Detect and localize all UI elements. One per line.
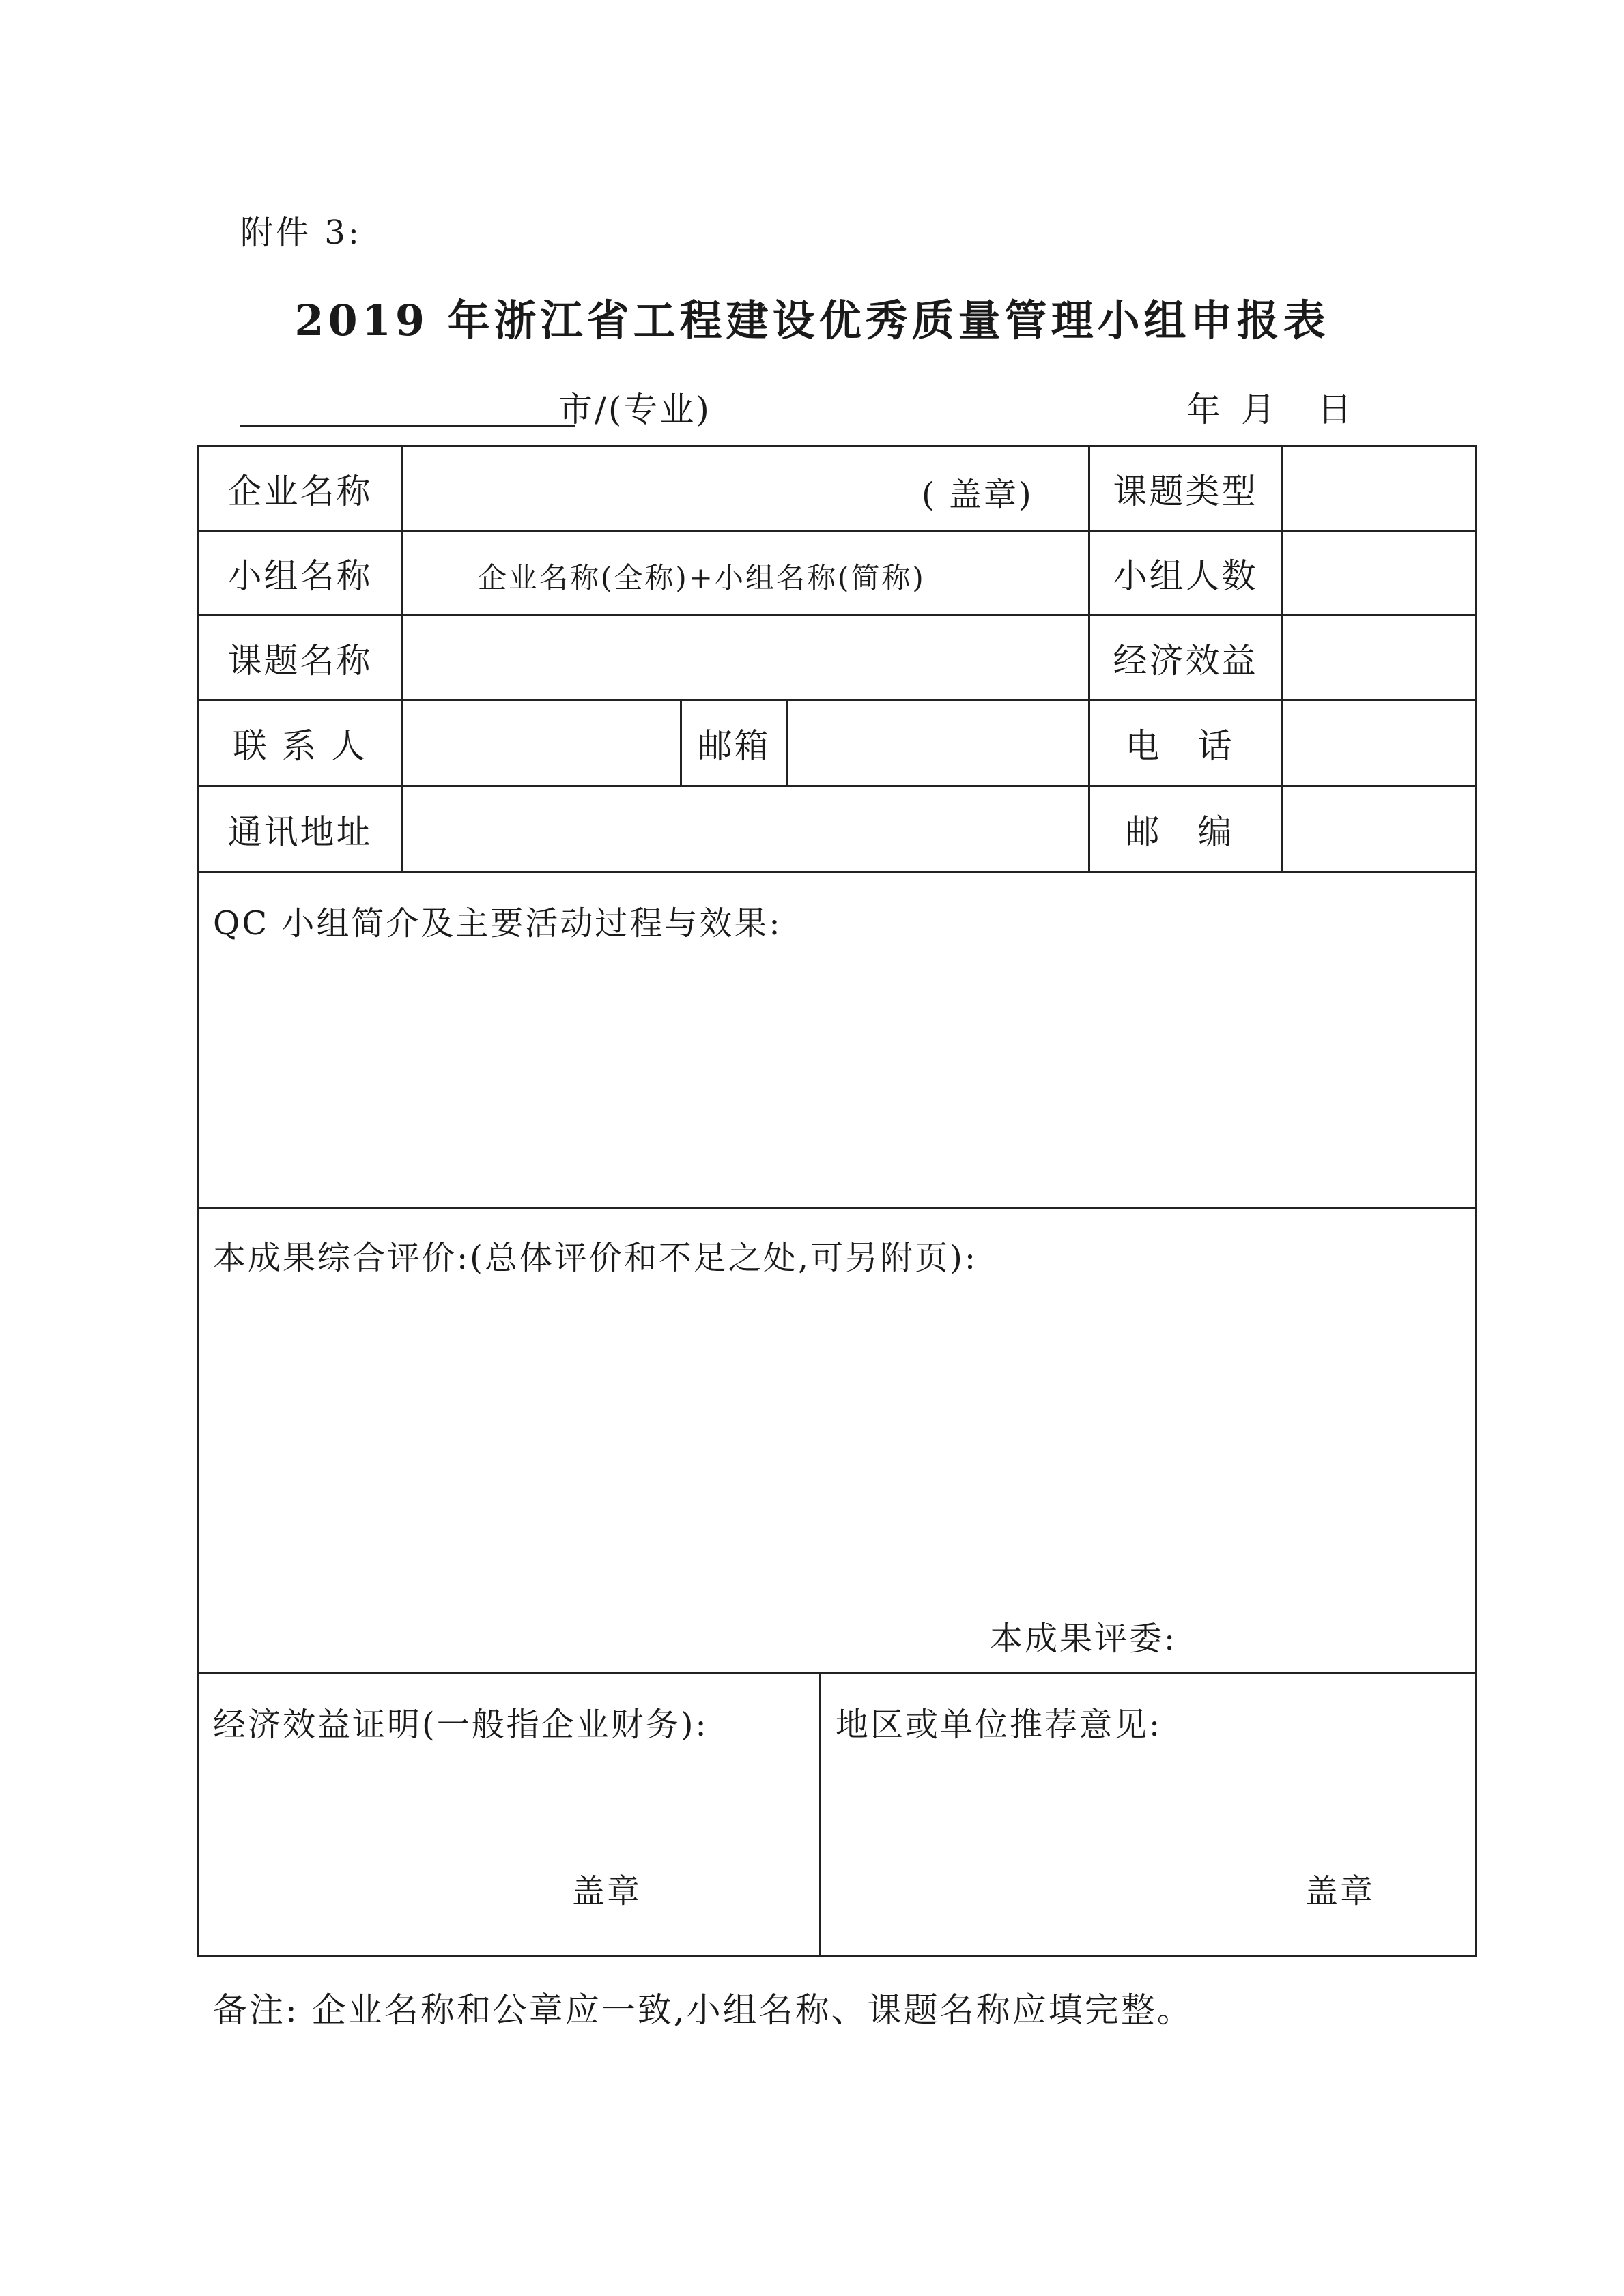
topic-type-label: 课题类型 (1113, 471, 1258, 511)
page-title: 2019 年浙江省工程建设优秀质量管理小组申报表 (294, 296, 1330, 345)
benefit-proof-stamp-label: 盖章 (572, 1872, 642, 1910)
date-day-label: 日 (1317, 390, 1352, 429)
topic-name-field[interactable] (403, 616, 1088, 699)
email-field[interactable] (788, 701, 1088, 785)
address-field[interactable] (403, 787, 1088, 871)
phone-field[interactable] (1283, 701, 1475, 785)
table-border (1475, 445, 1477, 1957)
group-name-label: 小组名称 (227, 556, 373, 596)
city-label: 市/(专业) (558, 390, 711, 429)
date-year-label: 年 (1186, 390, 1221, 429)
benefit-proof-label: 经济效益证明(一般指企业财务): (213, 1706, 709, 1744)
phone-label: 电 话 (1125, 726, 1246, 766)
judges-label: 本成果评委: (990, 1620, 1178, 1658)
contact-label: 联 系 人 (233, 726, 367, 766)
qc-intro-label: QC 小组简介及主要活动过程与效果: (213, 904, 782, 943)
group-size-field[interactable] (1283, 532, 1475, 614)
topic-name-label: 课题名称 (227, 640, 373, 680)
postcode-label: 邮 编 (1125, 812, 1246, 852)
email-label: 邮箱 (698, 726, 771, 766)
address-label: 通讯地址 (227, 812, 373, 852)
economic-benefit-field[interactable] (1283, 616, 1475, 699)
contact-field[interactable] (403, 701, 680, 785)
recommendation-label: 地区或单位推荐意见: (836, 1706, 1163, 1744)
evaluation-label: 本成果综合评价:(总体评价和不足之处,可另附页): (213, 1239, 978, 1277)
group-name-hint: 企业名称(全称)+小组名称(简称) (478, 561, 926, 594)
attachment-label: 附件 3: (240, 214, 362, 252)
group-size-label: 小组人数 (1113, 556, 1258, 596)
table-border (197, 1955, 1477, 1957)
company-name-label: 企业名称 (227, 471, 373, 511)
date-month-label: 月 (1241, 390, 1275, 429)
topic-type-field[interactable] (1283, 447, 1475, 530)
recommendation-stamp-label: 盖章 (1305, 1872, 1376, 1910)
city-blank-field[interactable] (240, 382, 575, 427)
postcode-field[interactable] (1283, 787, 1475, 871)
footer-note: 备注: 企业名称和公章应一致,小组名称、课题名称应填完整。 (213, 1990, 1193, 2030)
economic-benefit-label: 经济效益 (1113, 640, 1258, 680)
company-stamp-label: ( 盖章) (922, 476, 1034, 514)
